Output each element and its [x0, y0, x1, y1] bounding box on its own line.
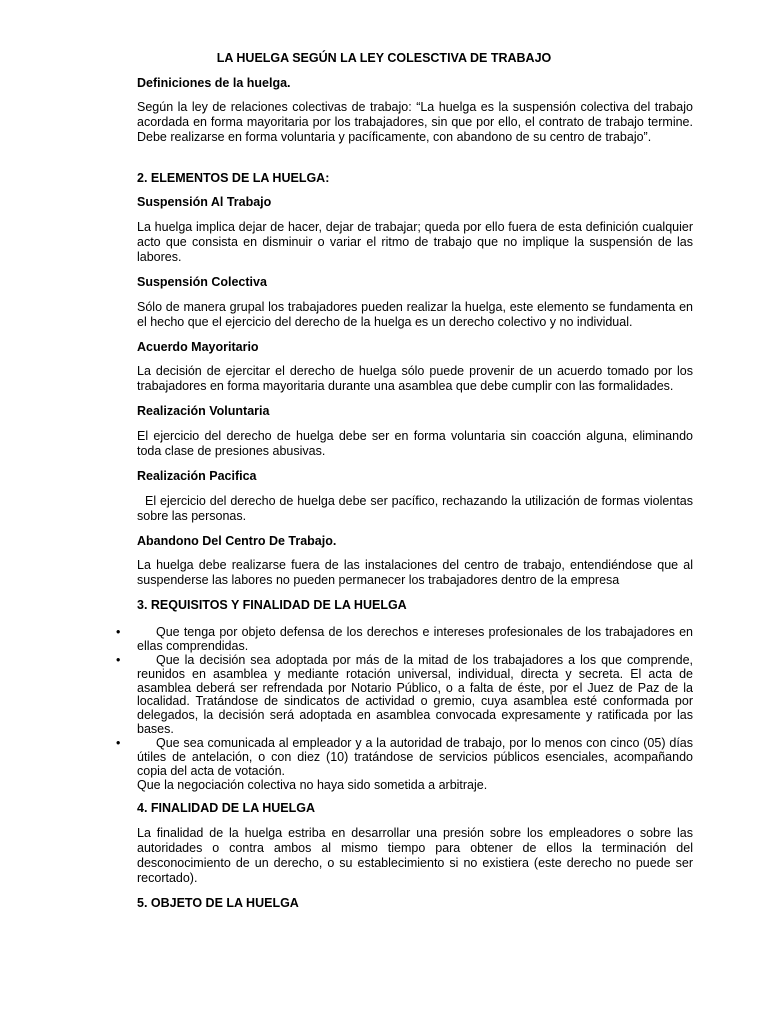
document-title: LA HUELGA SEGÚN LA LEY COLESCTIVA DE TRABAJO	[216, 51, 552, 65]
realizacion-voluntaria-heading: Realización Voluntaria	[137, 404, 270, 418]
realizacion-voluntaria-paragraph: El ejercicio del derecho de huelga debe ser en forma voluntaria sin coacción alguna, eliminando toda clase de presiones abusivas.	[137, 429, 693, 458]
suspension-trabajo-heading: Suspensión Al Trabajo	[137, 195, 272, 209]
abandono-centro-heading: Abandono Del Centro De Trabajo.	[137, 534, 337, 548]
objeto-heading: 5. OBJETO DE LA HUELGA	[137, 896, 299, 910]
realizacion-pacifica-paragraph: El ejercicio del derecho de huelga debe ser pacífico, rechazando la utilización de formas violentas sobre las personas.	[137, 494, 693, 523]
suspension-colectiva-paragraph: Sólo de manera grupal los trabajadores pueden realizar la huelga, este elemento se fundamenta en el hecho que el ejercicio del derecho de la huelga es un derecho colectivo y no individual.	[137, 300, 693, 329]
abandono-centro-paragraph: La huelga debe realizarse fuera de las instalaciones del centro de trabajo, entendiéndose que al suspenderse las labores no pueden permanecer los trabajadores dentro de la empresa	[137, 558, 693, 587]
suspension-trabajo-paragraph: La huelga implica dejar de hacer, dejar de trabajar; queda por ello fuera de esta definición cualquier acto que consista en disminuir o variar el ritmo de trabajo que no implique la suspensión de las labores.	[137, 220, 693, 264]
finalidad-paragraph: La finalidad de la huelga estriba en desarrollar una presión sobre los empleadores o sobre las autoridades o contra ambos al mismo tiempo para obtener de ellos la terminación del desconocimiento de un derecho, o su establecimiento si no existiera (este derecho no puede ser recortado).	[137, 826, 693, 885]
requisito-extra: Que la negociación colectiva no haya sido sometida a arbitraje.	[137, 778, 488, 792]
finalidad-heading: 4. FINALIDAD DE LA HUELGA	[137, 801, 316, 815]
requisito-item-1: Que tenga por objeto defensa de los derechos e intereses profesionales de los trabajadores en ellas comprendidas.	[137, 625, 693, 653]
requisito-item-2: Que la decisión sea adoptada por más de la mitad de los trabajadores a los que comprende, reunidos en asamblea y mediante rotación universal, individual, directa y secreta. El acta de asamblea deberá ser refrendada por Notario Público, o a falta de éste, por el Juez de Paz de la localidad. Tratándose de sindicatos de actividad o gremio, cuya asamblea esté conformada por delegados, la decisión será adoptada en asamblea convocada expresamente y ratificada por las bases.	[137, 653, 693, 736]
acuerdo-mayoritario-heading: Acuerdo Mayoritario	[137, 340, 259, 354]
elementos-heading: 2. ELEMENTOS DE LA HUELGA:	[137, 171, 330, 185]
bullet-marker: •	[116, 625, 121, 639]
definiciones-paragraph: Según la ley de relaciones colectivas de trabajo: “La huelga es la suspensión colectiva del trabajo acordada en forma mayoritaria por los trabajadores, sin que por ello, el contrato de trabajo termine. Debe realizarse en forma voluntaria y pacíficamente, con abandono de su centro de trabajo”.	[137, 100, 693, 144]
bullet-marker: •	[116, 736, 121, 750]
requisito-item-3: Que sea comunicada al empleador y a la autoridad de trabajo, por lo menos con cinco (05) días útiles de antelación, o con diez (10) tratándose de servicios públicos esenciales, acompañando copia del acta de votación.	[137, 736, 693, 778]
requisitos-heading: 3. REQUISITOS Y FINALIDAD DE LA HUELGA	[137, 598, 407, 612]
suspension-colectiva-heading: Suspensión Colectiva	[137, 275, 267, 289]
bullet-marker: •	[116, 653, 121, 667]
acuerdo-mayoritario-paragraph: La decisión de ejercitar el derecho de huelga sólo puede provenir de un acuerdo tomado por los trabajadores en forma mayoritaria durante una asamblea que debe cumplir con las formalidades.	[137, 364, 693, 393]
definiciones-heading: Definiciones de la huelga.	[137, 76, 291, 90]
realizacion-pacifica-heading: Realización Pacifica	[137, 469, 257, 483]
